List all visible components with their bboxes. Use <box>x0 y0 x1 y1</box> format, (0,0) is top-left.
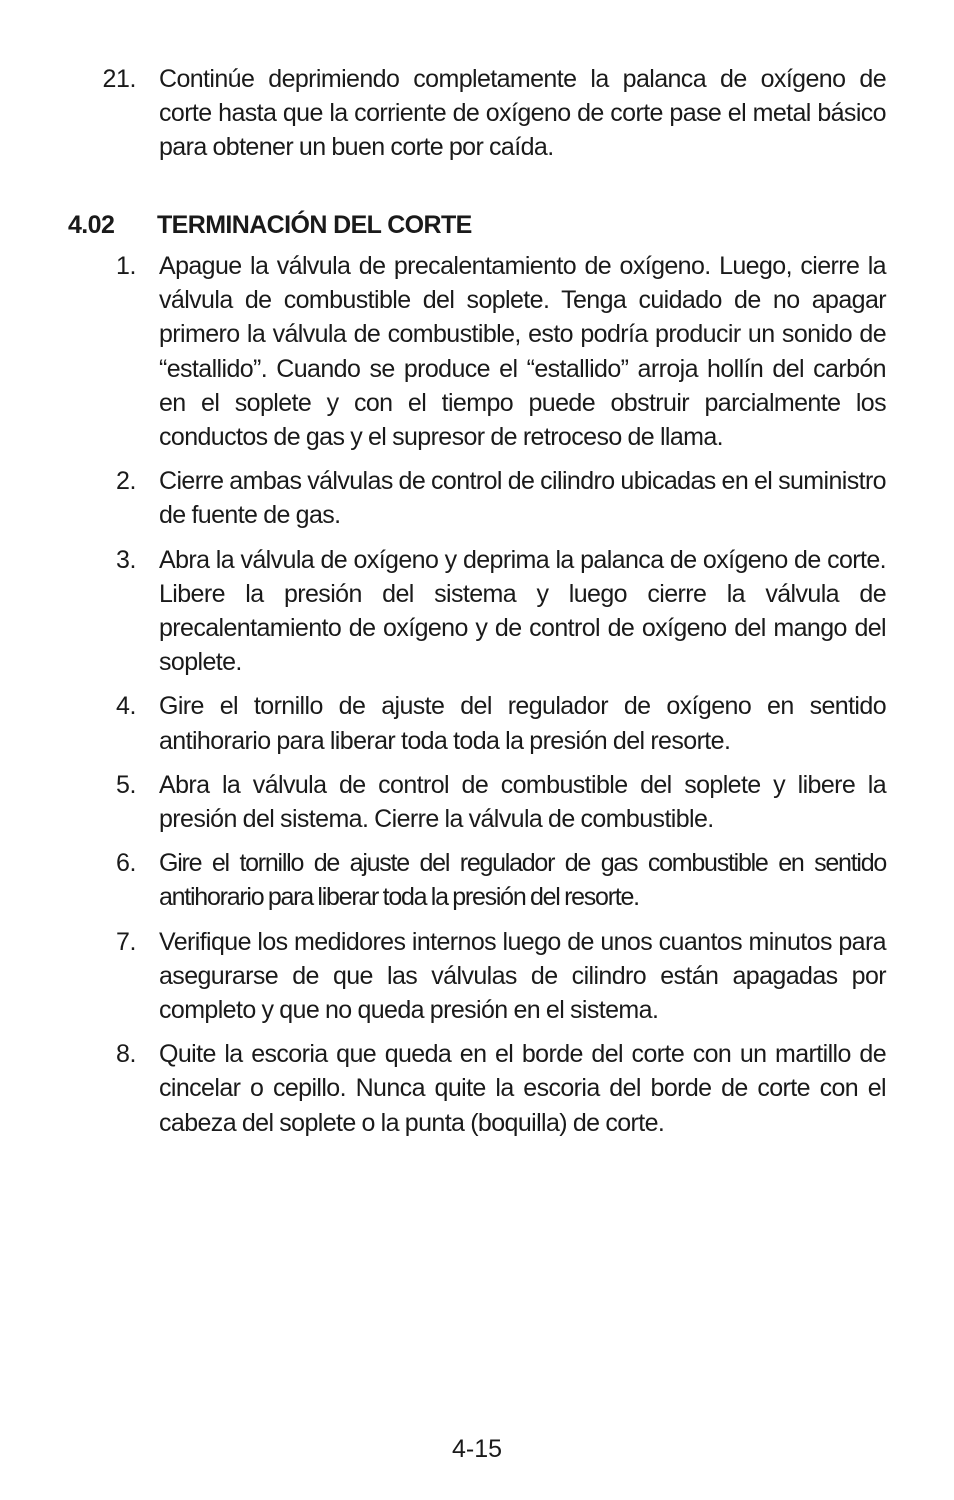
list-item <box>0 543 954 680</box>
item-text: Gire el tornillo de ajuste del regulador de oxígeno en sentido antihorario para liberar toda toda la presión del resorte. <box>159 692 886 755</box>
item-number: 1. <box>115 252 136 280</box>
item-text: Abra la válvula de oxígeno y deprima la palanca de oxígeno de corte. Libere la presión del sistema y luego cierre la válvula de precalentamiento de oxígeno y de control de oxígeno del mango del soplete. <box>159 545 886 677</box>
item-text: Cierre ambas válvulas de control de cilindro ubicadas en el suministro de fuente de gas. <box>159 467 886 530</box>
item-number: 6. <box>115 849 136 878</box>
list-item <box>0 768 954 836</box>
list-item <box>0 689 954 757</box>
item-text: Gire el tornillo de ajuste del regulador de gas combustible en sentido antihorario para liberar toda la presión del resorte. <box>159 849 886 912</box>
list-item <box>0 925 954 1028</box>
intro-list <box>0 62 954 175</box>
list-item <box>0 464 954 532</box>
item-text: Apague la válvula de precalentamiento de oxígeno. Luego, cierre la válvula de combustible del soplete. Tenga cuidado de no apagar primero la válvula de combustible, esto podría producir un sonido de “estallido”. Cuando se produce el “estallido” arroja hollín del carbón en el soplete y con el tiempo puede obstruir parcialmente los conductos de gas y el supresor de retroceso de llama. <box>159 252 886 452</box>
steps-list <box>0 249 954 1150</box>
item-text: Quite la escoria que queda en el borde del corte con un martillo de cincelar o cepillo. Nunca quite la escoria del borde de corte con el cabeza del soplete o la punta (boquilla) de corte. <box>159 1040 886 1137</box>
item-number: 7. <box>115 927 136 956</box>
item-number: 21. <box>102 65 136 93</box>
list-item <box>0 846 954 914</box>
item-text: Abra la válvula de control de combustible del soplete y libere la presión del sistema. Cierre la válvula de combustible. <box>159 770 886 834</box>
list-item <box>0 249 954 454</box>
section-heading <box>68 208 472 242</box>
item-text: Verifique los medidores internos luego de unos cuantos minutos para asegurarse de que las válvulas de cilindro están apagadas por completo y que no queda presión en el sistema. <box>159 927 886 1025</box>
section-title: TERMINACIÓN DEL CORTE <box>157 211 472 239</box>
list-item <box>0 1037 954 1140</box>
section-number: 4.02 <box>68 211 115 239</box>
item-number: 2. <box>115 467 136 496</box>
item-number: 3. <box>115 545 136 574</box>
page-number: 4-15 <box>451 1435 503 1463</box>
item-number: 4. <box>115 692 136 721</box>
item-number: 5. <box>115 770 136 799</box>
item-text: Continúe deprimiendo completamente la palanca de oxígeno de corte hasta que la corriente de oxígeno de corte pase el metal básico para obtener un buen corte por caída. <box>159 65 886 162</box>
list-item-21 <box>0 62 954 165</box>
item-number: 8. <box>115 1040 136 1069</box>
